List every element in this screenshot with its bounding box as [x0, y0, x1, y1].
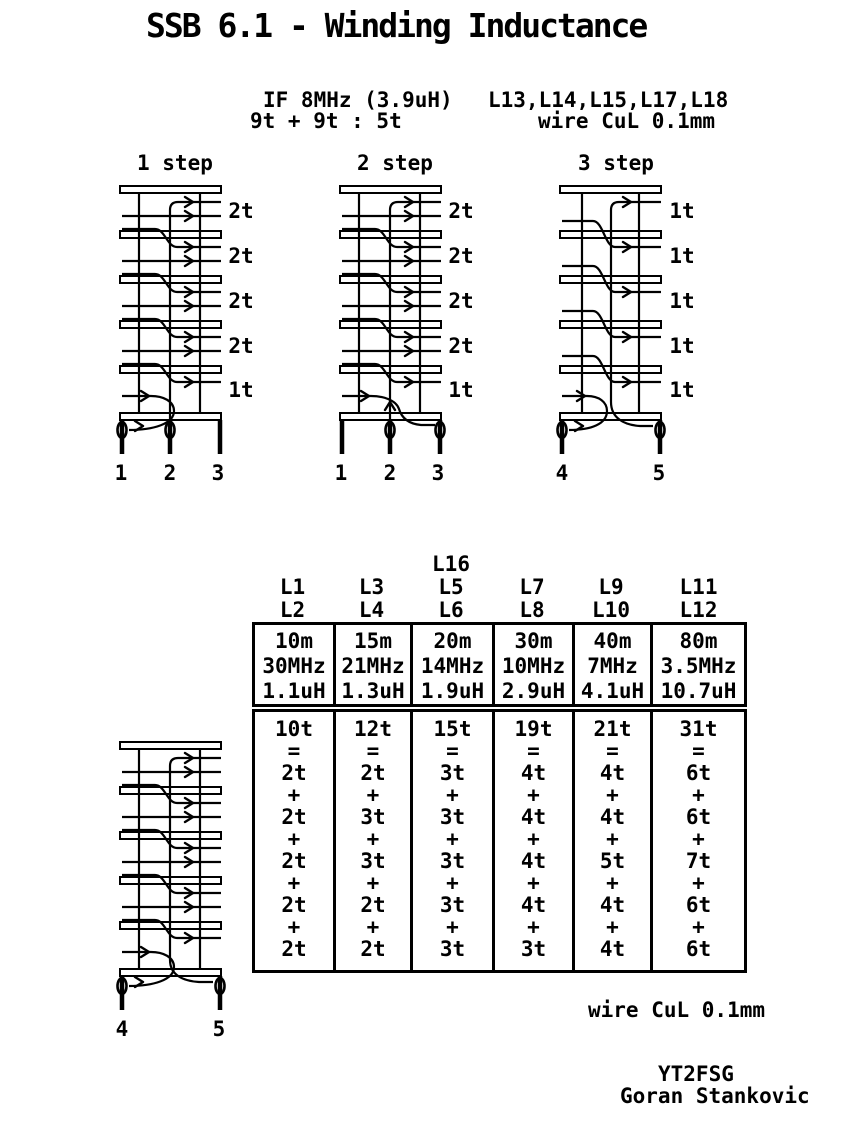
pin-label: 5 [652, 461, 666, 485]
winding-turns-row [252, 709, 747, 973]
cell-line: 4t [520, 805, 547, 829]
callsign: YT2FSG [658, 1062, 734, 1086]
wire-note: wire CuL 0.1mm [588, 998, 766, 1022]
cell-line: + [527, 915, 540, 939]
winding-diagram-3-step [545, 180, 705, 490]
turn-label: 1t [669, 199, 695, 223]
cell-line: + [527, 871, 540, 895]
cell-line: 3t [439, 761, 466, 785]
cell-line: 2t [281, 893, 307, 917]
cell-line: L5 [438, 575, 464, 599]
turn-label: 2t [448, 289, 474, 313]
cell-line: 2t [360, 893, 386, 917]
turns-cell [333, 712, 410, 970]
cell-line: = [366, 739, 380, 763]
cell-line: + [287, 915, 301, 939]
turn-label: 2t [228, 199, 254, 223]
cell-line: 6t [685, 893, 712, 917]
pin-label: 3 [431, 461, 445, 485]
cell-line: L12 [679, 598, 718, 622]
winding-wire [122, 758, 221, 986]
band-cell [572, 625, 650, 704]
cell-line: + [366, 915, 380, 939]
turns-cell [410, 712, 492, 970]
turns-cell [492, 712, 572, 970]
pin-label: 1 [114, 461, 128, 485]
turn-label: 2t [228, 334, 254, 358]
cell-line: L3 [358, 575, 385, 599]
turns-cell [255, 712, 333, 970]
turn-label: 1t [669, 378, 695, 402]
cell-line: L4 [358, 598, 385, 622]
cell-line: 30MHz [262, 654, 326, 678]
cell-line: 1.1uH [262, 679, 326, 703]
cell-line: 7t [685, 849, 712, 873]
pin-label: 5 [212, 1017, 226, 1041]
cell-line: 21t [593, 717, 632, 741]
winding-diagram-band-coils [105, 736, 265, 1046]
cell-line: 31t [679, 717, 718, 741]
turn-label: 2t [228, 289, 254, 313]
cell-line: + [446, 783, 459, 807]
cell-line: 2t [360, 937, 386, 961]
cell-line: 6t [685, 937, 712, 961]
turn-label: 2t [448, 199, 474, 223]
page-title: SSB 6.1 - Winding Inductance [146, 6, 647, 45]
cell-line: 4t [599, 937, 626, 961]
cell-line: 4t [520, 893, 547, 917]
column-header [252, 550, 333, 622]
cell-line: = [446, 739, 459, 763]
cell-line: 3t [439, 805, 466, 829]
cell-line: 2t [281, 937, 307, 961]
turn-label: 1t [669, 334, 695, 358]
cell-line: 4.1uH [580, 679, 645, 703]
cell-line: L16 [432, 552, 470, 576]
cell-line: 15m [354, 629, 392, 653]
cell-line: 30m [514, 629, 553, 653]
winding-diagram-1-step [105, 180, 265, 490]
cell-line: 1.3uH [341, 679, 405, 703]
column-header [650, 550, 747, 622]
winding-wire [122, 202, 221, 430]
cell-line: 2.9uH [501, 679, 566, 703]
turn-label: 2t [448, 244, 474, 268]
cell-line: + [446, 915, 459, 939]
cell-line: + [366, 827, 380, 851]
cell-line: 10MHz [501, 654, 566, 678]
step-title-1: 1 step [137, 151, 213, 175]
cell-line: L2 [279, 598, 306, 622]
step-title-3: 3 step [578, 151, 654, 175]
cell-line: 20m [433, 629, 472, 653]
cell-line: 19t [514, 717, 553, 741]
cell-line: 15t [433, 717, 472, 741]
band-cell [333, 625, 410, 704]
turn-label: 1t [448, 378, 474, 402]
cell-line: + [287, 783, 301, 807]
cell-line: + [527, 827, 540, 851]
cell-line: + [366, 871, 380, 895]
winding-wire [342, 202, 441, 426]
cell-line: 6t [685, 761, 712, 785]
cell-line: + [287, 827, 301, 851]
winding-wire [562, 202, 661, 430]
cell-line: L8 [519, 598, 545, 622]
cell-line: L6 [438, 598, 464, 622]
cell-line: + [692, 827, 705, 851]
cell-line: 3t [360, 849, 386, 873]
cell-line: L10 [592, 598, 630, 622]
cell-line: 2t [281, 761, 307, 785]
cell-line: = [606, 739, 619, 763]
turn-label: 2t [228, 244, 254, 268]
cell-line: 3t [360, 805, 386, 829]
cell-line: 4t [520, 761, 547, 785]
cell-line: 40m [593, 629, 632, 653]
pin-label: 1 [334, 461, 348, 485]
cell-line: 3t [439, 893, 466, 917]
cell-line: 10t [275, 717, 313, 741]
band-cell [650, 625, 744, 704]
cell-line: L11 [679, 575, 718, 599]
cell-line: 12t [354, 717, 392, 741]
cell-line: + [606, 827, 619, 851]
cell-line: 4t [520, 849, 547, 873]
cell-line: + [692, 915, 705, 939]
if-spec: IF 8MHz (3.9uH) [263, 88, 453, 112]
cell-line: = [287, 739, 301, 763]
if-coil-refs: L13,L14,L15,L17,L18 [488, 88, 729, 112]
cell-line: 3t [439, 937, 466, 961]
pin-label: 3 [211, 461, 225, 485]
cell-line: 5t [599, 849, 626, 873]
turn-label: 1t [669, 244, 695, 268]
cell-line: + [287, 871, 301, 895]
cell-line: 3t [439, 849, 466, 873]
cell-line: 2t [360, 761, 386, 785]
pin-label: 2 [383, 461, 397, 485]
column-header [333, 550, 410, 622]
cell-line: L9 [598, 575, 624, 599]
cell-line: 80m [679, 629, 718, 653]
column-header [410, 550, 492, 622]
cell-line: 4t [599, 805, 626, 829]
band-cell [255, 625, 333, 704]
cell-line: + [606, 783, 619, 807]
cell-line: + [692, 871, 705, 895]
if-turns-ratio: 9t + 9t : 5t [250, 109, 402, 133]
column-header [572, 550, 650, 622]
cell-line: L1 [279, 575, 306, 599]
author: Goran Stankovic [620, 1084, 810, 1108]
cell-line: 10.7uH [660, 679, 737, 703]
step-title-2: 2 step [357, 151, 433, 175]
cell-line: + [606, 871, 619, 895]
cell-line: 4t [599, 761, 626, 785]
cell-line: 1.9uH [420, 679, 485, 703]
cell-line: + [446, 871, 459, 895]
cell-line: 10m [275, 629, 313, 653]
turns-cell [650, 712, 744, 970]
band-info-row [252, 622, 747, 707]
pin-label: 2 [163, 461, 177, 485]
cell-line: 4t [599, 893, 626, 917]
cell-line: + [527, 783, 540, 807]
turn-label: 1t [228, 378, 254, 402]
band-cell [492, 625, 572, 704]
column-header [492, 550, 572, 622]
cell-line: 2t [281, 849, 307, 873]
cell-line: 2t [281, 805, 307, 829]
turn-label: 1t [669, 289, 695, 313]
cell-line: + [446, 827, 459, 851]
pin-label: 4 [555, 461, 569, 485]
cell-line: 3t [520, 937, 547, 961]
cell-line: 6t [685, 805, 712, 829]
winding-diagram-2-step [325, 180, 485, 490]
cell-line: = [692, 739, 705, 763]
cell-line: 14MHz [420, 654, 485, 678]
turns-cell [572, 712, 650, 970]
cell-line: + [366, 783, 380, 807]
cell-line: + [606, 915, 619, 939]
pin-label: 4 [115, 1017, 129, 1041]
cell-line: 7MHz [587, 654, 638, 678]
band-cell [410, 625, 492, 704]
cell-line: = [527, 739, 540, 763]
cell-line: 3.5MHz [660, 654, 737, 678]
cell-line: L7 [519, 575, 545, 599]
if-wire-note: wire CuL 0.1mm [538, 109, 716, 133]
cell-line: 21MHz [341, 654, 405, 678]
turn-label: 2t [448, 334, 474, 358]
band-table-column-headers [252, 550, 747, 622]
cell-line: + [692, 783, 705, 807]
